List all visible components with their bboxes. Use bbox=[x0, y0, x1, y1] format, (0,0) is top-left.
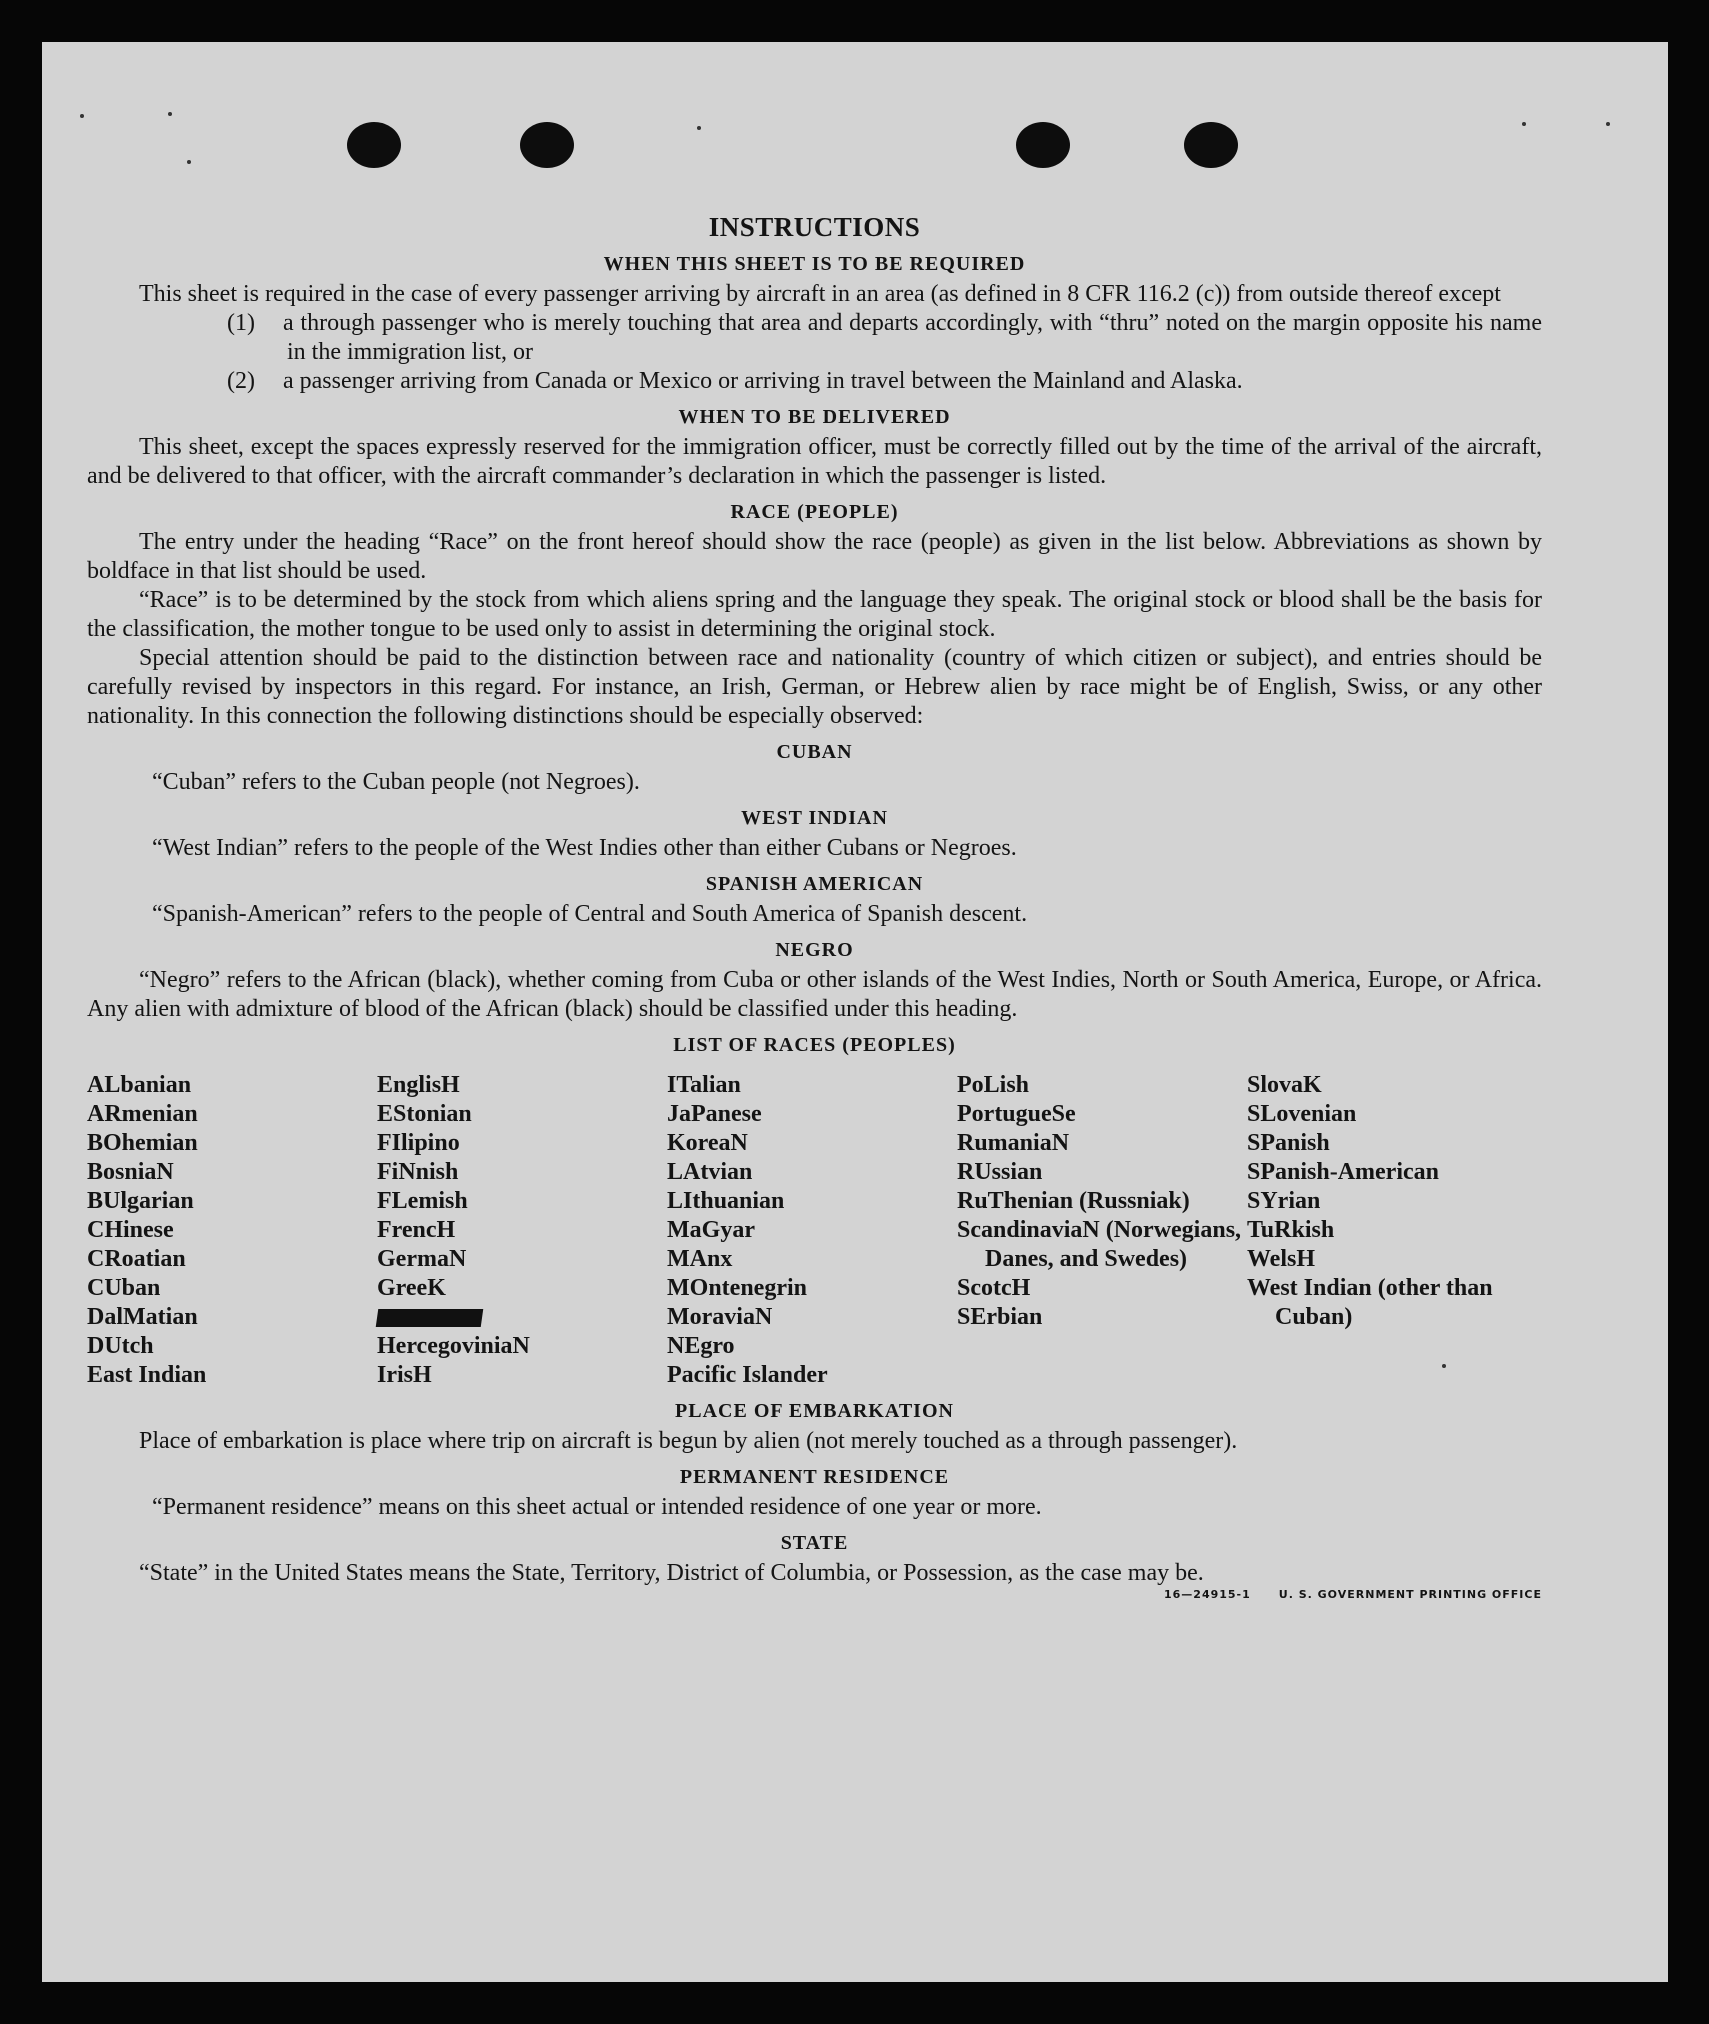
race-entry: East Indian bbox=[87, 1362, 207, 1388]
race-entry: DalMatian bbox=[87, 1304, 198, 1330]
race-entry: ScotcH bbox=[957, 1275, 1031, 1301]
race-entry: BOhemian bbox=[87, 1130, 198, 1156]
race-entry: FIlipino bbox=[377, 1130, 460, 1156]
spanish-american-text: “Spanish-American” refers to the people of Central and South America of Spanish descent. bbox=[152, 901, 1028, 927]
race-entry: ScandinaviaN (Norwegians, Danes, and Swedes) bbox=[957, 1217, 1242, 1272]
speck bbox=[697, 126, 701, 130]
race-entry: FrencH bbox=[377, 1217, 456, 1243]
printer-imprint bbox=[1136, 1588, 1542, 1601]
document-content bbox=[87, 172, 1542, 1601]
race-entry: West Indian (other than Cuban) bbox=[1247, 1275, 1493, 1330]
race-entry: JaPanese bbox=[667, 1101, 762, 1127]
race-entry: FLemish bbox=[377, 1188, 468, 1214]
race-entry: WelsH bbox=[1247, 1246, 1316, 1272]
race-entry: CUban bbox=[87, 1275, 161, 1301]
race-entry: PortugueSe bbox=[957, 1101, 1076, 1127]
embarkation-text: Place of embarkation is place where trip on aircraft is begun by alien (not merely touched as a through passenger). bbox=[139, 1428, 1238, 1454]
race-entry: SPanish bbox=[1247, 1130, 1330, 1156]
exception-text: a through passenger who is merely touching that area and departs accordingly, with “thru” noted on the margin opposite his name in the immigration list, or bbox=[283, 310, 1542, 365]
race-entry: SPanish-American bbox=[1247, 1159, 1439, 1185]
races-column bbox=[667, 1071, 957, 1390]
race-paragraph-1: The entry under the heading “Race” on the front hereof should show the race (people) as given in the list below. Abbreviations as shown by boldface in that list should be used. bbox=[87, 529, 1542, 584]
punch-hole bbox=[520, 122, 574, 168]
exception-number: (2) bbox=[227, 368, 255, 394]
heading-race: RACE (PEOPLE) bbox=[730, 501, 899, 523]
heading-cuban: CUBAN bbox=[776, 741, 853, 763]
race-entry: BosniaN bbox=[87, 1159, 174, 1185]
races-column bbox=[377, 1071, 667, 1390]
punch-hole bbox=[1016, 122, 1070, 168]
document-sheet bbox=[42, 42, 1668, 1982]
heading-when-delivered: WHEN TO BE DELIVERED bbox=[678, 406, 951, 428]
printer-name: U. S. GOVERNMENT PRINTING OFFICE bbox=[1278, 1588, 1542, 1601]
exception-text: a passenger arriving from Canada or Mexico or arriving in travel between the Mainland and Alaska. bbox=[283, 368, 1243, 394]
race-entry: CHinese bbox=[87, 1217, 174, 1243]
race-entry: BUlgarian bbox=[87, 1188, 194, 1214]
race-entry: RuThenian (Russniak) bbox=[957, 1188, 1190, 1214]
footer bbox=[87, 1588, 1542, 1601]
race-entry: RumaniaN bbox=[957, 1130, 1070, 1156]
race-entry: KoreaN bbox=[667, 1130, 748, 1156]
race-entry: EStonian bbox=[377, 1101, 472, 1127]
punch-hole bbox=[1184, 122, 1238, 168]
speck bbox=[168, 112, 172, 116]
race-entry: NEgro bbox=[667, 1333, 735, 1359]
heading-west-indian: WEST INDIAN bbox=[741, 807, 888, 829]
heading-residence: PERMANENT RESIDENCE bbox=[679, 1466, 950, 1488]
heading-state: STATE bbox=[780, 1532, 849, 1554]
race-entry: EnglisH bbox=[377, 1072, 460, 1098]
race-paragraph-3: Special attention should be paid to the distinction between race and nationality (country of which citizen or subject), and entries should be carefully revised by inspectors in this regard. For instance, an Irish, German, or Hebrew alien by race might be of English, Swiss, or any other nationality. In this connection the following distinctions should be especially observed: bbox=[87, 645, 1542, 729]
speck bbox=[80, 114, 84, 118]
race-entry: MOntenegrin bbox=[667, 1275, 807, 1301]
races-column bbox=[87, 1071, 377, 1390]
speck bbox=[1606, 122, 1610, 126]
page-title: INSTRUCTIONS bbox=[708, 212, 921, 242]
exception-number: (1) bbox=[227, 310, 255, 336]
heading-when-required: WHEN THIS SHEET IS TO BE REQUIRED bbox=[603, 253, 1026, 275]
race-entry: RUssian bbox=[957, 1159, 1043, 1185]
race-entry: Pacific Islander bbox=[667, 1362, 828, 1388]
speck bbox=[187, 160, 191, 164]
heading-spanish-american: SPANISH AMERICAN bbox=[705, 873, 924, 895]
race-entry: MaGyar bbox=[667, 1217, 755, 1243]
cuban-text: “Cuban” refers to the Cuban people (not Negroes). bbox=[152, 769, 640, 795]
race-entry: SErbian bbox=[957, 1304, 1043, 1330]
race-entry: LAtvian bbox=[667, 1159, 753, 1185]
redacted-entry bbox=[377, 1303, 667, 1332]
west-indian-text: “West Indian” refers to the people of the West Indies other than either Cubans or Negroes. bbox=[152, 835, 1017, 861]
races-column bbox=[1247, 1071, 1537, 1390]
race-entry: FiNnish bbox=[377, 1159, 459, 1185]
race-entry: CRoatian bbox=[87, 1246, 186, 1272]
race-entry: DUtch bbox=[87, 1333, 154, 1359]
when-delivered-text: This sheet, except the spaces expressly reserved for the immigration officer, must be correctly filled out by the time of the arrival of the aircraft, and be delivered to that officer, with the aircraft commander’s declaration in which the passenger is listed. bbox=[87, 434, 1542, 489]
residence-text: “Permanent residence” means on this sheet actual or intended residence of one year or more. bbox=[152, 1494, 1042, 1520]
race-entry: ALbanian bbox=[87, 1072, 192, 1098]
when-required-intro: This sheet is required in the case of every passenger arriving by aircraft in an area (as defined in 8 CFR 116.2 (c)) from outside thereof except bbox=[139, 281, 1501, 307]
exception-item bbox=[87, 367, 1542, 396]
race-entry: GreeK bbox=[377, 1275, 446, 1301]
negro-text: “Negro” refers to the African (black), whether coming from Cuba or other islands of the West Indies, North or South America, Europe, or Africa. Any alien with admixture of blood of the African (black) should be classified under this heading. bbox=[87, 967, 1542, 1022]
race-entry: HercegoviniaN bbox=[377, 1333, 530, 1359]
race-entry: ITalian bbox=[667, 1072, 741, 1098]
races-list bbox=[87, 1071, 1542, 1390]
race-entry: SYrian bbox=[1247, 1188, 1321, 1214]
race-entry: IrisH bbox=[377, 1362, 432, 1388]
race-paragraph-2: “Race” is to be determined by the stock from which aliens spring and the language they speak. The original stock or blood shall be the basis for the classification, the mother tongue to be used only to assist in determining the original stock. bbox=[87, 587, 1542, 642]
race-entry: TuRkish bbox=[1247, 1217, 1335, 1243]
exception-item bbox=[87, 309, 1542, 367]
race-entry: SlovaK bbox=[1247, 1072, 1322, 1098]
form-number: 16—24915-1 bbox=[1163, 1588, 1251, 1601]
race-entry: PoLish bbox=[957, 1072, 1030, 1098]
race-entry: SLovenian bbox=[1247, 1101, 1357, 1127]
race-entry: ARmenian bbox=[87, 1101, 198, 1127]
race-entry: MAnx bbox=[667, 1246, 733, 1272]
race-entry: LIthuanian bbox=[667, 1188, 785, 1214]
race-entry: GermaN bbox=[377, 1246, 467, 1272]
heading-negro: NEGRO bbox=[775, 939, 854, 961]
races-column bbox=[957, 1071, 1247, 1390]
heading-list-of-races: LIST OF RACES (PEOPLES) bbox=[673, 1034, 956, 1056]
speck bbox=[1522, 122, 1526, 126]
race-entry: MoraviaN bbox=[667, 1304, 773, 1330]
state-text: “State” in the United States means the State, Territory, District of Columbia, or Possession, as the case may be. bbox=[139, 1560, 1204, 1586]
heading-embarkation: PLACE OF EMBARKATION bbox=[675, 1400, 954, 1422]
redaction-mark bbox=[376, 1309, 484, 1327]
punch-hole bbox=[347, 122, 401, 168]
